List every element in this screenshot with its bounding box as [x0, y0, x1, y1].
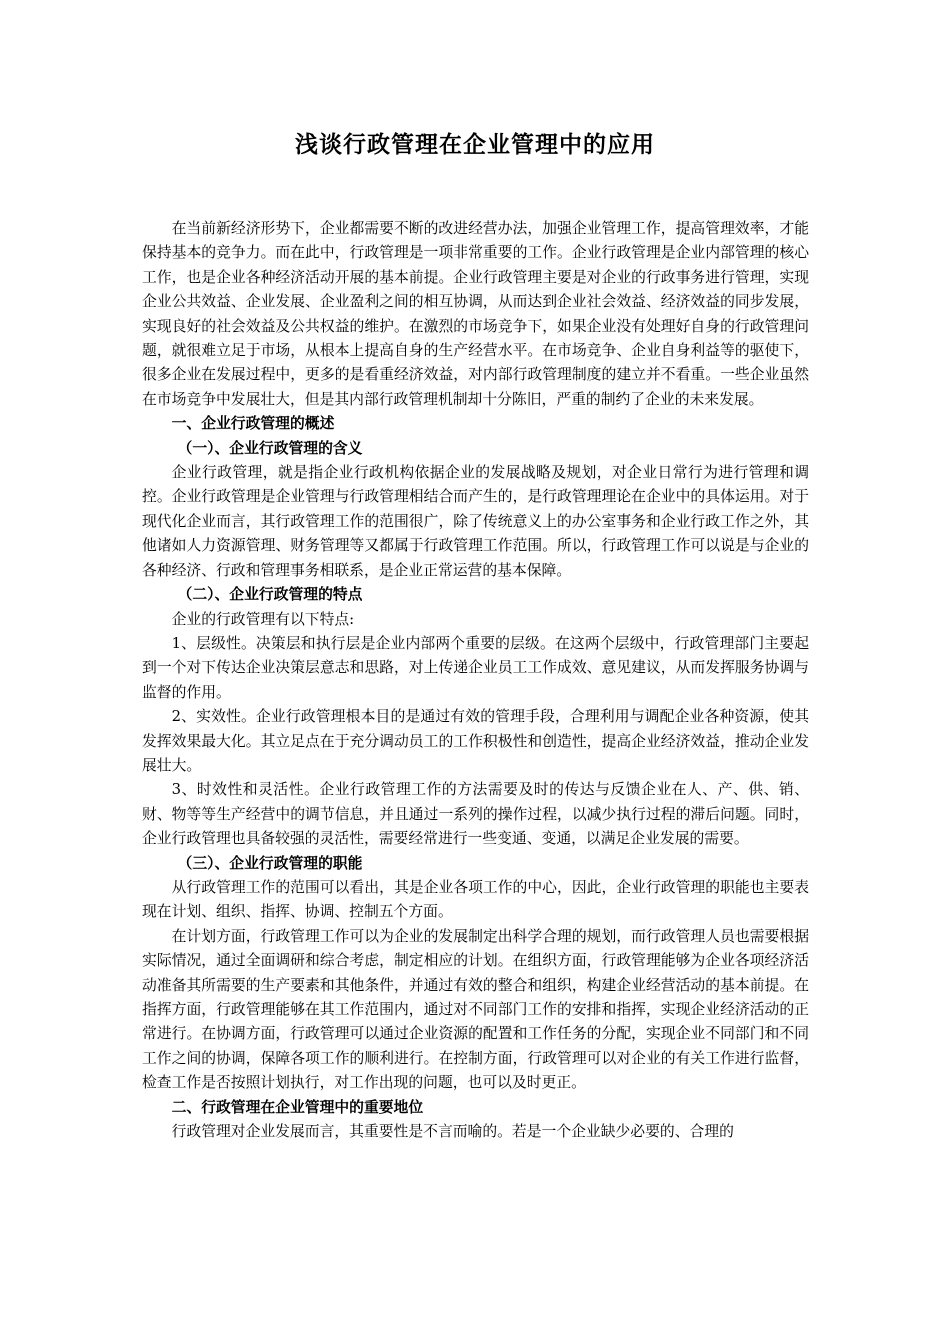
- paragraph-feature-3: 3、时效性和灵活性。企业行政管理工作的方法需要及时的传达与反馈企业在人、产、供、销、财、物等等生产经营中的调节信息，并且通过一系列的操作过程，以减少执行过程的滞后问题。同时，企业行政管理也具备较强的灵活性，需要经常进行一些变通、变通，以满足企业发展的需要。: [142, 781, 809, 848]
- paragraph-feature-1: 1、层级性。决策层和执行层是企业内部两个重要的层级。在这两个层级中，行政管理部门主要起到一个对下传达企业决策层意志和思路，对上传递企业员工工作成效、意见建议，从而发挥服务协调与监督的作用。: [142, 634, 809, 701]
- section-heading-importance: 二、行政管理在企业管理中的重要地位: [171, 1098, 424, 1116]
- paragraph-feature-2: 2、实效性。企业行政管理根本目的是通过有效的管理手段，合理利用与调配企业各种资源，使其发挥效果最大化。其立足点在于充分调动员工的工作积极性和创造性，提高企业经济效益，推动企业发展壮大。: [142, 708, 809, 774]
- paragraph-importance: 行政管理对企业发展而言，其重要性是不言而喻的。若是一个企业缺少必要的、合理的: [171, 1123, 734, 1141]
- section-heading-overview: 一、企业行政管理的概述: [171, 415, 335, 433]
- intro-paragraph: 在当前新经济形势下，企业都需要不断的改进经营办法，加强企业管理工作，提高管理效率，才能保持基本的竞争力。而在此中，行政管理是一项非常重要的工作。企业行政管理是企业内部管理的核心工作，也是企业各种经济活动开展的基本前提。企业行政管理主要是对企业的行政事务进行管理，实现企业公共效益、企业发展、企业盈利之间的相互协调，从而达到企业社会效益、经济效益的同步发展，实现良好的社会效益及公共权益的维护。在激烈的市场竞争下，如果企业没有处理好自身的行政管理问题，就很难立足于市场，从根本上提高自身的生产经营水平。在市场竞争、企业自身利益等的驱使下，很多企业在发展过程中，更多的是看重经济效益，对内部行政管理制度的建立并不看重。一些企业虽然在市场竞争中发展壮大，但是其内部行政管理机制却十分陈旧，严重的制约了企业的未来发展。: [142, 220, 809, 408]
- paragraph-features-intro: 企业的行政管理有以下特点:: [171, 610, 355, 628]
- subsection-heading-features: （二）、企业行政管理的特点: [177, 586, 363, 604]
- paragraph-functions-detail: 在计划方面，行政管理工作可以为企业的发展制定出科学合理的规划，而行政管理人员也需要根据实际情况，通过全面调研和综合考虑，制定相应的计划。在组织方面，行政管理能够为企业各项经济活动准备其所需要的生产要素和其他条件，并通过有效的整合和组织，构建企业经营活动的基本前提。在指挥方面，行政管理能够在其工作范围内，通过对不同部门工作的安排和指挥，实现企业经济活动的正常进行。在协调方面，行政管理可以通过企业资源的配置和工作任务的分配，实现企业不同部门和不同工作之间的协调，保障各项工作的顺利进行。在控制方面，行政管理可以对企业的有关工作进行监督，检查工作是否按照计划执行，对工作出现的问题，也可以及时更正。: [142, 927, 809, 1092]
- subsection-heading-meaning: （一）、企业行政管理的含义: [177, 439, 363, 457]
- document-body: [142, 217, 809, 1144]
- paragraph-functions-intro: 从行政管理工作的范围可以看出，其是企业各项工作的中心，因此，企业行政管理的职能也主要表现在计划、组织、指挥、协调、控制五个方面。: [142, 878, 809, 921]
- paragraph-meaning: 企业行政管理，就是指企业行政机构依据企业的发展战略及规划，对企业日常行为进行管理和调控。企业行政管理是企业管理与行政管理相结合而产生的，是行政管理理论在企业中的具体运用。对于现代化企业而言，其行政管理工作的范围很广，除了传统意义上的办公室事务和企业行政工作之外，其他诸如人力资源管理、财务管理等又都属于行政管理工作范围。所以，行政管理工作可以说是与企业的各种经济、行政和管理事务相联系，是企业正常运营的基本保障。: [142, 464, 809, 579]
- subsection-heading-functions: （三）、企业行政管理的职能: [177, 854, 363, 872]
- document-title: 浅谈行政管理在企业管理中的应用: [295, 131, 655, 158]
